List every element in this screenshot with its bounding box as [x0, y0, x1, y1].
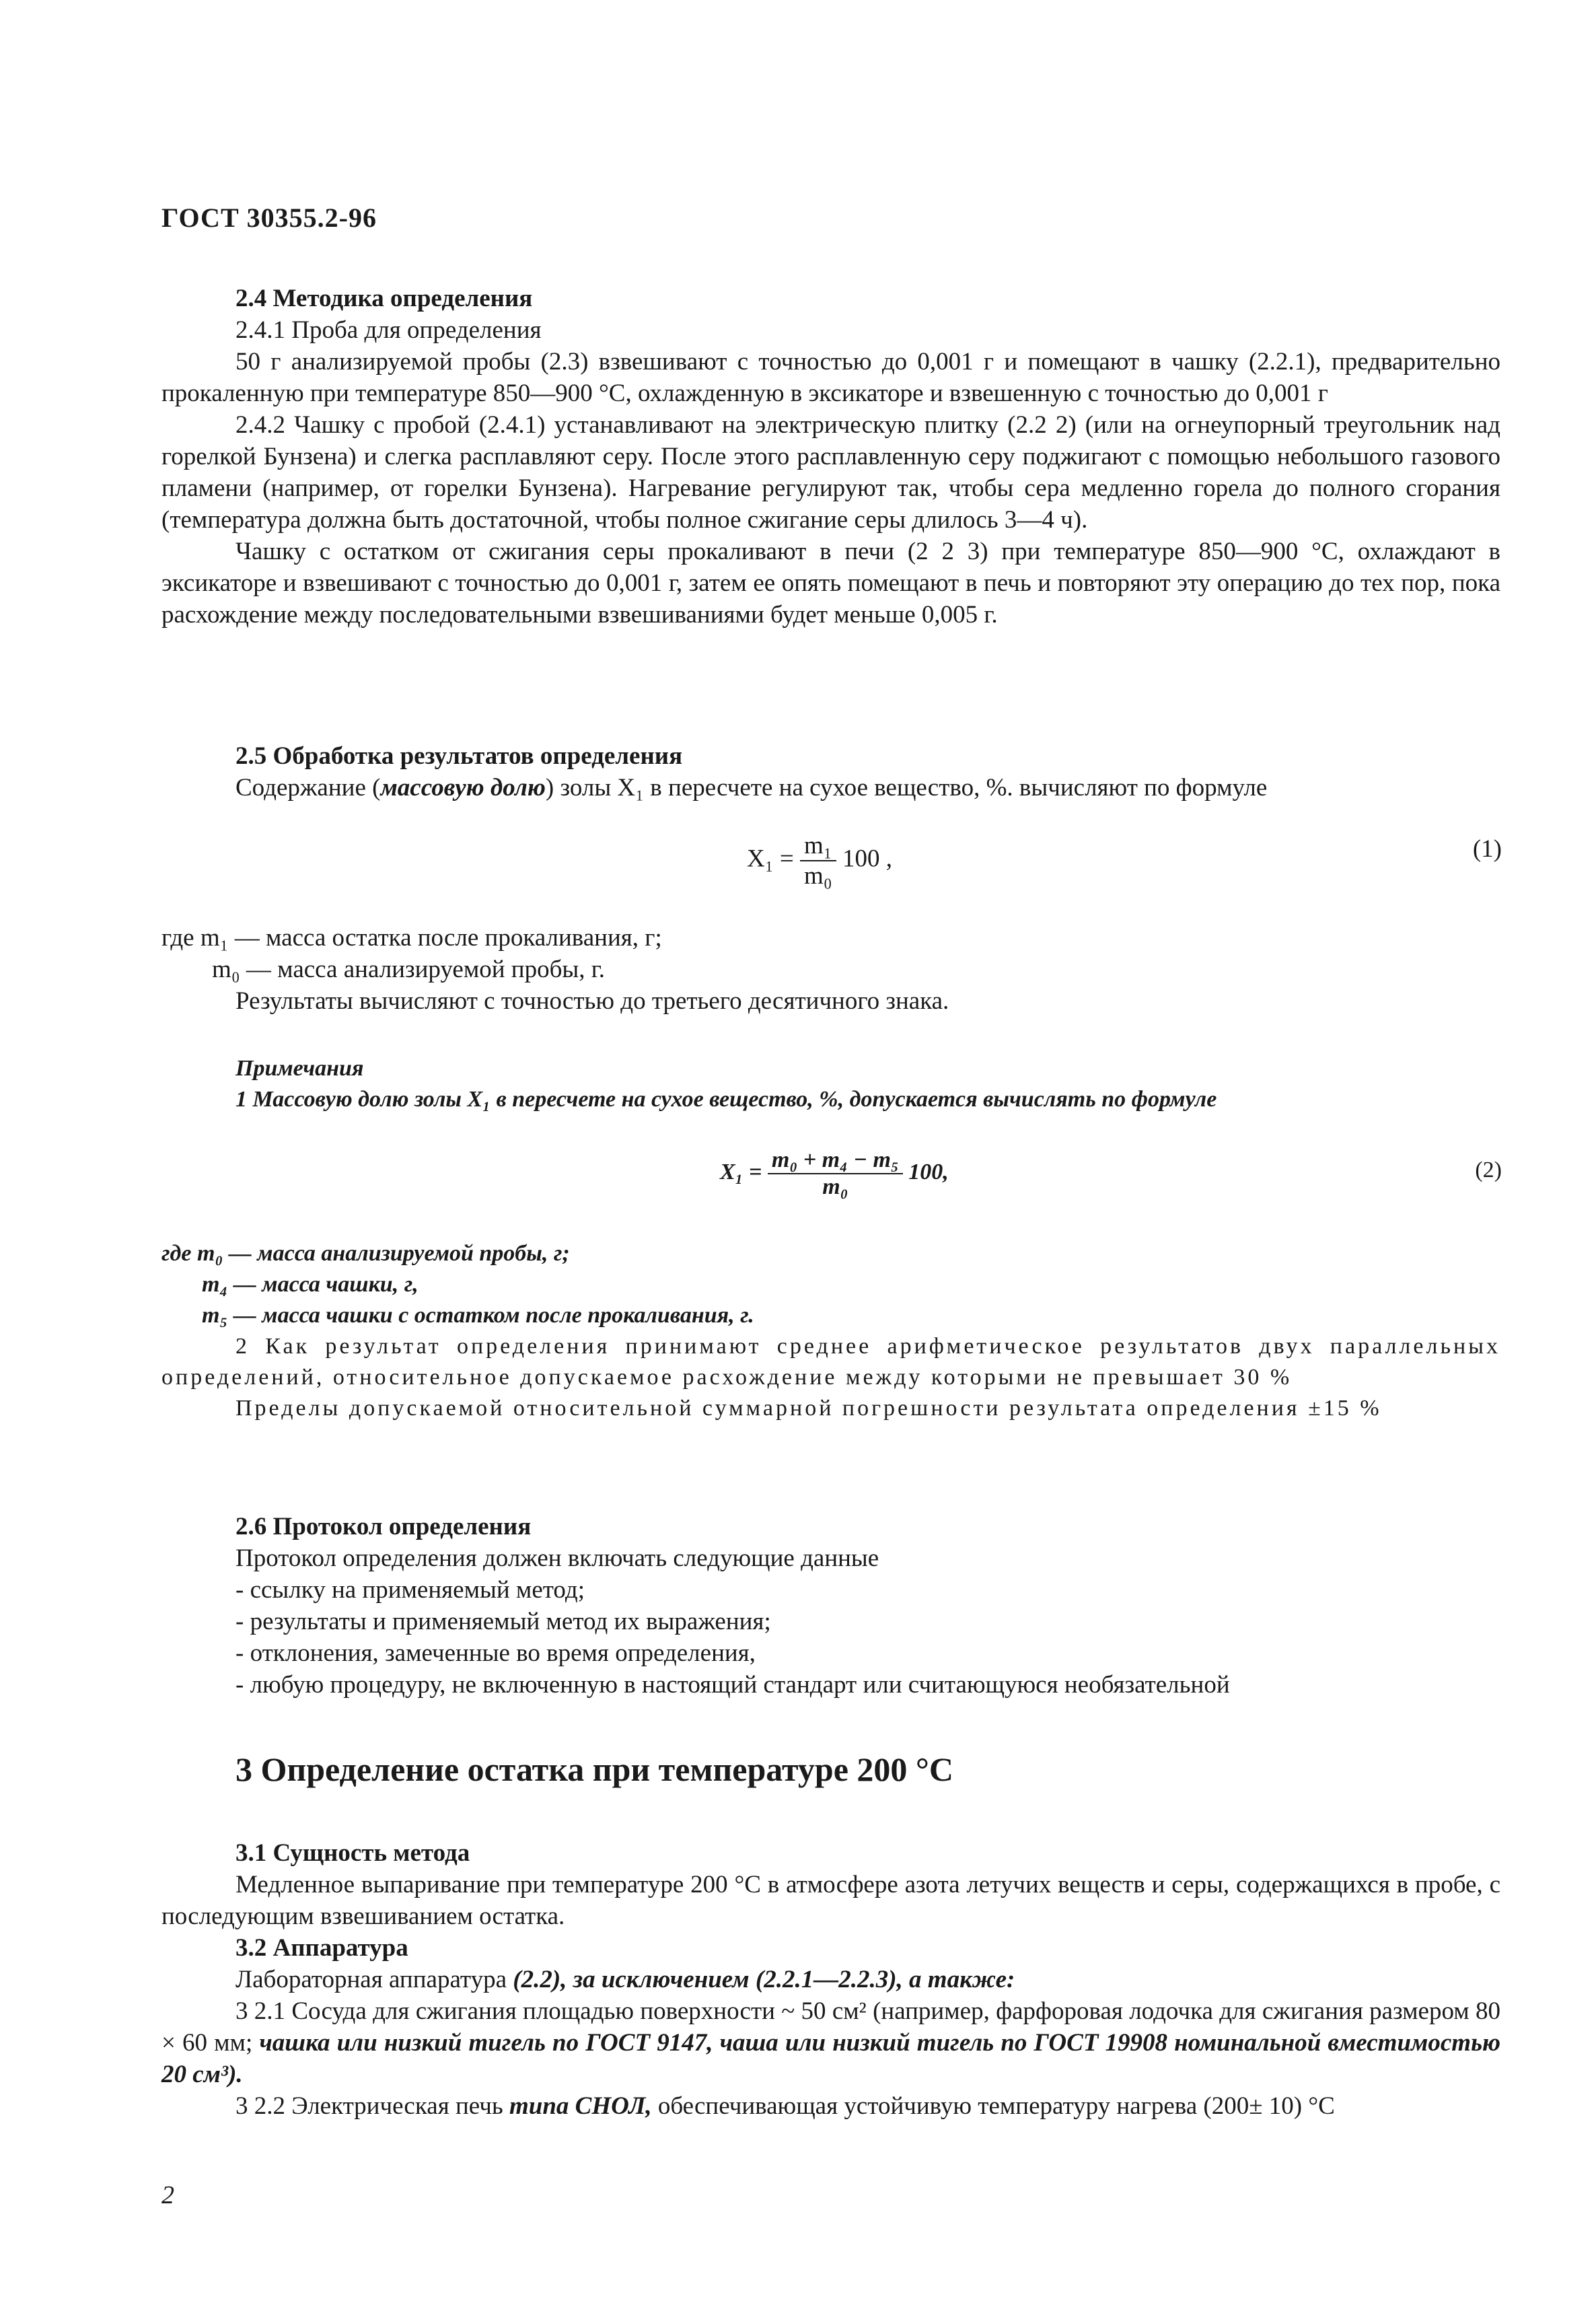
section-3-title: 3 Определение остатка при температуре 200 °С — [235, 1750, 954, 1788]
intro-part-b: (2.2), за исключением (2.2.1—2.2.3), а также: — [513, 1966, 1015, 1993]
protocol-item: - любую процедуру, не включенную в настоящий стандарт или считающуюся необязательной — [235, 1671, 1230, 1699]
note-where-m4: m₄ — масса чашки, г, — [202, 1272, 419, 1297]
section-2-4 — [161, 283, 1500, 631]
notes-where — [161, 1238, 1500, 1424]
section-3 — [161, 1750, 1500, 1789]
document-header: ГОСТ 30355.2-96 — [161, 203, 377, 233]
formula-1-fraction — [800, 831, 836, 890]
section-2-6-title: 2.6 Протокол определения — [235, 1513, 532, 1540]
section-2-5 — [161, 740, 1500, 804]
protocol-item: - ссылку на применяемый метод; — [235, 1576, 585, 1604]
item-part-b: чашка или низкий тигель по ГОСТ 9147, чаша или низкий тигель по ГОСТ 19908 номинальной вместимостью 20 см³). — [161, 2029, 1500, 2088]
item-part-c: обеспечивающая устойчивую температуру нагрева (200± 10) °С — [651, 2092, 1335, 2120]
formula-2-number: (2) — [1475, 1158, 1502, 1182]
formula-1 — [747, 831, 892, 890]
section-3-1-title: 3.1 Сущность метода — [235, 1839, 470, 1867]
intro-part-a: Содержание ( — [235, 774, 381, 802]
formula-1-number: (1) — [1472, 835, 1502, 863]
section-3-2-intro — [161, 1964, 1500, 1995]
formula-1-tail: 100 , — [842, 845, 892, 873]
item-part-a: 3 2.2 Электрическая печь — [235, 2092, 509, 2120]
section-3-2-1 — [161, 1995, 1500, 2090]
intro-part-c: ) золы X₁ в пересчете на сухое вещество, %. вычисляют по формуле — [545, 774, 1268, 802]
section-2-5-intro — [161, 772, 1500, 804]
formula-2 — [720, 1147, 949, 1200]
section-2-4-1-title: 2.4.1 Проба для определения — [235, 316, 542, 344]
item-part-a: 3 2.1 Сосуда для сжигания площадью поверхности ~ 50 см² (например, фарфоровая лодочка для сжигания размером 80 × 60 мм; — [161, 1997, 1500, 2057]
section-2-6-intro: Протокол определения должен включать следующие данные — [235, 1544, 879, 1572]
page-number: 2 — [161, 2181, 174, 2209]
note-2: 2 Как результат определения принимают среднее арифметическое результатов двух параллельных определений, относительное допускаемое расхождение между которыми не превышает 30 % — [161, 1334, 1500, 1390]
note-2b: Пределы допускаемой относительной суммарной погрешности результата определения ±15 % — [235, 1396, 1382, 1421]
formula-2-lhs: X₁ = — [720, 1159, 762, 1184]
notes-title: Примечания — [235, 1056, 364, 1081]
section-3-2-2 — [161, 2090, 1500, 2122]
where-m1: где m₁ — масса остатка после прокаливания, г; — [161, 924, 662, 952]
section-3-1-text: Медленное выпаривание при температуре 200 °С в атмосфере азота летучих веществ и серы, содержащихся в пробе, с последующим взвешиванием остатка. — [161, 1871, 1500, 1930]
where-m0: m₀ — масса анализируемой пробы, г. — [212, 956, 606, 983]
section-2-4-1-text: 50 г анализируемой пробы (2.3) взвешивают с точностью до 0,001 г и помещают в чашку (2.2.1), предварительно прокаленную при температуре 850—900 °С, охлажденную в эксикаторе и взвешенную с точностью до 0,001 г — [161, 348, 1500, 407]
section-3-body — [161, 1837, 1500, 2122]
section-2-4-2-text-2: Чашку с остатком от сжигания серы прокаливают в печи (2 2 3) при температуре 850—900 °С, охлаждают в эксикаторе и взвешивают с точностью до 0,001 г, затем ее опять помещают в печь и повторяют эту операцию до тех пор, пока расхождение между последовательными взвешиваниями будет меньше 0,005 г. — [161, 538, 1500, 629]
formula-1-lhs: X₁ = — [747, 845, 794, 873]
note-where-m5: m₅ — масса чашки с остатком после прокаливания, г. — [202, 1303, 754, 1328]
section-2-5-title: 2.5 Обработка результатов определения — [235, 742, 683, 770]
precision-text: Результаты вычисляют с точностью до третьего десятичного знака. — [235, 987, 949, 1015]
section-2-5-body — [161, 922, 1500, 1017]
section-2-4-title: 2.4 Методика определения — [235, 285, 533, 312]
formula-2-denominator: m₀ — [822, 1174, 848, 1199]
formula-2-fraction — [768, 1147, 903, 1200]
intro-part-a: Лабораторная аппаратура — [235, 1966, 513, 1993]
notes-block — [161, 1053, 1500, 1115]
section-3-2-title: 3.2 Аппаратура — [235, 1934, 408, 1962]
formula-1-denominator: m₀ — [804, 862, 832, 890]
section-2-4-2-text: 2.4.2 Чашку с пробой (2.4.1) устанавливают на электрическую плитку (2.2 2) (или на огнеупорный треугольник над горелкой Бунзена) и слегка расплавляют серу. После этого расплавленную серу поджигают с помощью небольшого газового пламени (например, от горелки Бунзена). Нагревание регулируют так, чтобы сера медленно горела до полного сгорания (температура должна быть достаточной, чтобы полное сжигание серы длилось 3—4 ч). — [161, 411, 1500, 534]
intro-part-b: массовую долю — [380, 774, 546, 802]
formula-2-tail: 100, — [908, 1159, 949, 1184]
note-1: 1 Массовую долю золы X₁ в пересчете на сухое вещество, %, допускается вычислять по формуле — [235, 1087, 1217, 1112]
protocol-item: - результаты и применяемый метод их выражения; — [235, 1608, 771, 1635]
note-where-m0: где m₀ — масса анализируемой пробы, г; — [161, 1241, 570, 1266]
protocol-item: - отклонения, замеченные во время определения, — [235, 1639, 756, 1667]
item-part-b: типа СНОЛ, — [509, 2092, 652, 2120]
formula-1-numerator: m₁ — [800, 831, 836, 861]
formula-2-numerator: m₀ + m₄ − m₅ — [768, 1147, 903, 1174]
section-2-6 — [161, 1511, 1500, 1701]
